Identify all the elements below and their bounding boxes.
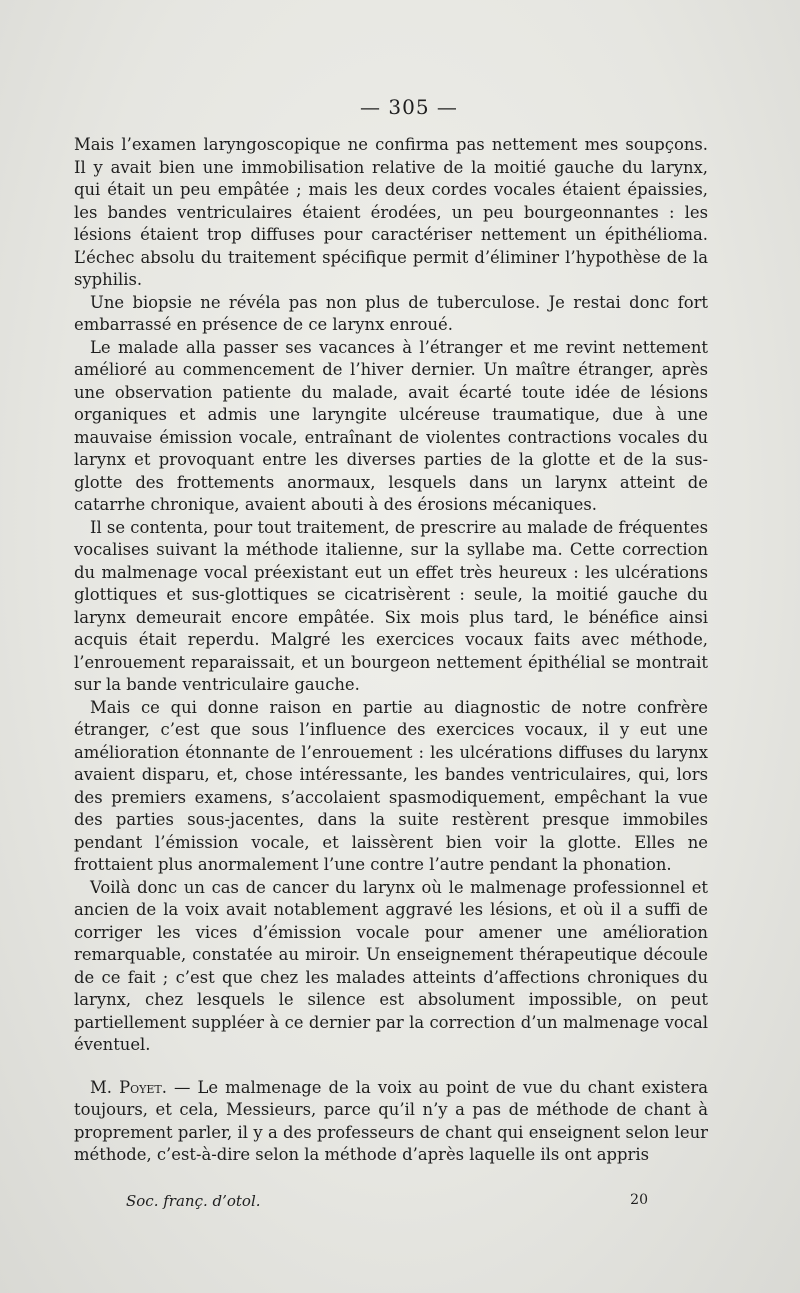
- speaker-name: M. Poyet.: [90, 1077, 167, 1097]
- page-footer: [126, 1192, 666, 1210]
- paragraph-text: Mais ce qui donne raison en partie au diagnostic de notre confrère étranger, c’est que sous l’influence des exercices vocaux, il y eut une amélioration étonnante de l’enrouement : les ulcérations diffuses du larynx avaient disparu, et, chose intéressante, les bandes ventriculaires, qui, lors des premiers examens, s’accolaient spasmodiquement, empêchant la vue des parties sous-jacentes, dans la suite restèrent presque immobiles pendant l’émission vocale, et laissèrent bien voir la glotte. Elles ne frottaient plus anormalement l’une contre l’autre pendant la phonation.: [74, 697, 708, 874]
- paragraph-diagnostic: [74, 697, 708, 877]
- paragraph-text: Voilà donc un cas de cancer du larynx où le malmenage professionnel et ancien de la voix avait notablement aggravé les lésions, et où il a suffi de corriger les vices d’émission vocale pour amener une amélioration remarquable, constatée au miroir. Un enseignement thérapeutique découle de ce fait ; c’est que chez les malades atteints d’affections chroniques du larynx, chez lesquels le silence est absolument impossible, on peut partiellement suppléer à ce dernier par la correction d’un malmenage vocal éventuel.: [74, 877, 708, 1054]
- page-number: — 305 —: [360, 95, 458, 119]
- footer-signature: 20: [630, 1192, 648, 1208]
- speaker-text: — Le malmenage de la voix au point de vue du chant existera toujours, et cela, Messieurs, parce qu’il n’y a pas de méthode de chant à proprement parler, il y a des professeurs de chant qui enseignent selon leur méthode, c’est-à-dire selon la méthode d’après laquelle ils ont appris: [74, 1077, 708, 1164]
- paragraph-text: Il se contenta, pour tout traitement, de prescrire au malade de fréquentes vocalises suivant la méthode italienne, sur la syllabe ma. Cette correction du malmenage vocal préexistant eut un effet très heureux : les ulcérations glottiques et sus-glottiques se cicatrisèrent : seule, la moitié gauche du larynx demeurait encore empâtée. Six mois plus tard, le bénéfice ainsi acquis était reperdu. Malgré les exercices vocaux faits avec méthode, l’enrouement reparaissait, et un bourgeon nettement épithélial se montrait sur la bande ventriculaire gauche.: [74, 517, 708, 694]
- paragraph-text: Une biopsie ne révéla pas non plus de tuberculose. Je restai donc fort embarrassé en présence de ce larynx enroué.: [74, 292, 708, 334]
- paragraph-biopsie: [74, 292, 708, 337]
- paragraph-conclusion: [74, 877, 708, 1057]
- paragraph-text: Le malade alla passer ses vacances à l’étranger et me revint nettement amélioré au commencement de l’hiver dernier. Un maître étranger, après une observation patiente du malade, avait écarté toute idée de lésions organiques et admis une laryngite ulcéreuse traumatique, due à une mauvaise émission vocale, entraînant de violentes contractions vocales du larynx et provoquant entre les diverses parties de la glotte et de la sus-glotte des frottements anormaux, lesquels dans un larynx atteint de catarrhe chronique, avaient abouti à des érosions mécaniques.: [74, 337, 708, 514]
- page-body: [74, 92, 708, 1167]
- paragraph-vacances: [74, 337, 708, 517]
- paragraph-intervention-poyet: [74, 1077, 708, 1167]
- paragraph-examen: [74, 134, 708, 292]
- paragraph-text: Mais l’examen laryngoscopique ne confirma pas nettement mes soupçons. Il y avait bien une immobilisation relative de la moitié gauche du larynx, qui était un peu empâtée ; mais les deux cordes vocales étaient épaissies, les bandes ventriculaires étaient érodées, un peu bourgeonnantes : les lésions étaient trop diffuses pour caractériser nettement un épithélioma. L’échec absolu du traitement spécifique permit d’éliminer l’hypothèse de la syphilis.: [74, 135, 708, 289]
- footer-source: Soc. franç. d’otol.: [126, 1192, 261, 1210]
- paragraph-traitement: [74, 517, 708, 697]
